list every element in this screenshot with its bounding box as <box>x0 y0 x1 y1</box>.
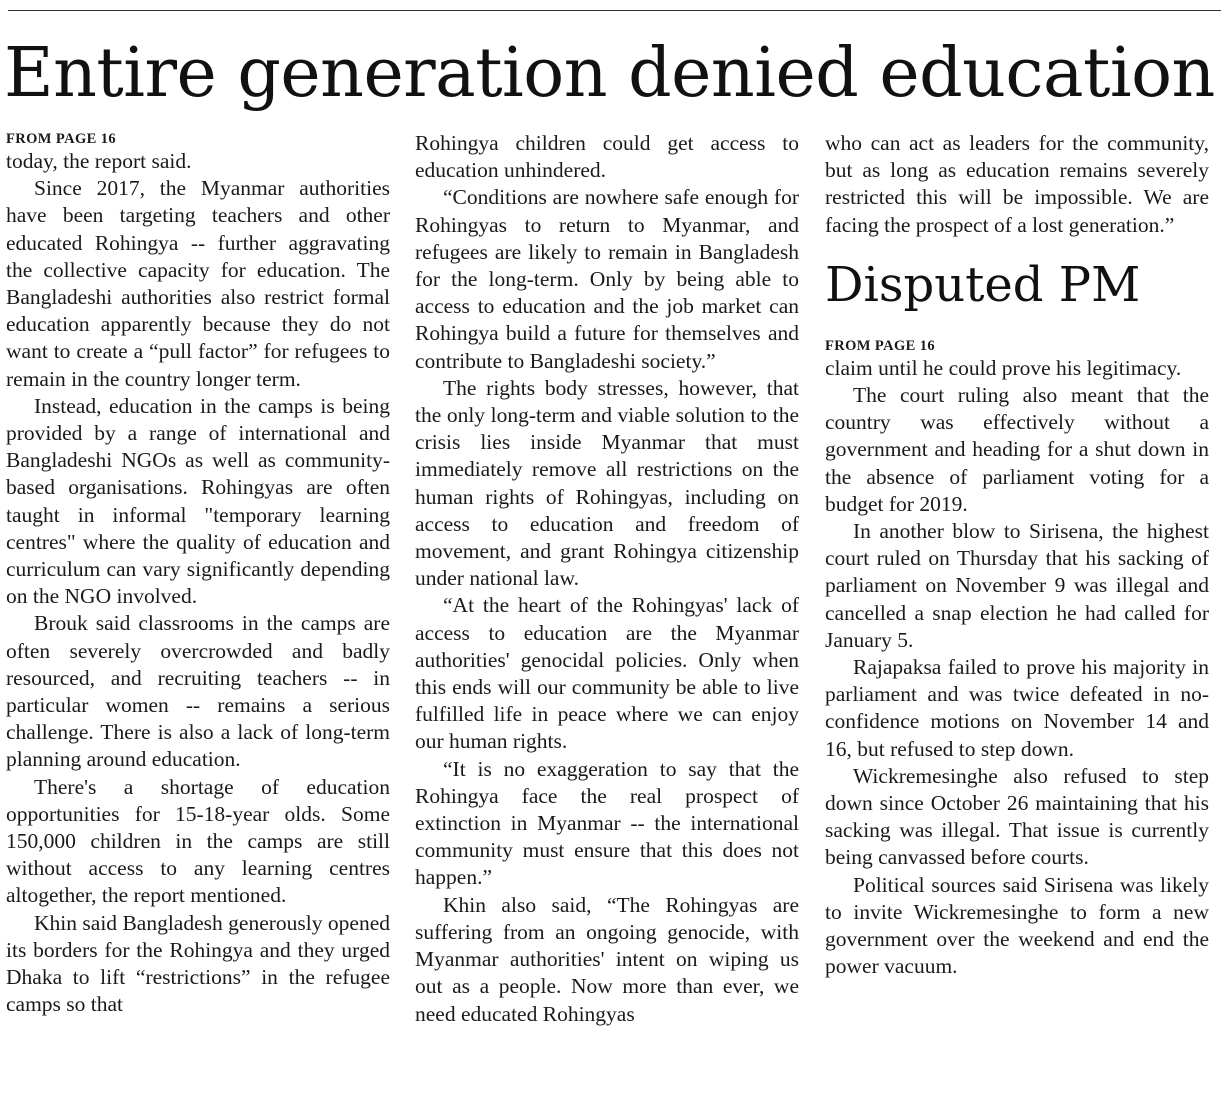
paragraph: Khin said Bangladesh generously opened its borders for the Rohingya and they urged Dhaka to lift “restrictions” in the refugee camps so that <box>6 910 390 1017</box>
paragraph: The rights body stresses, however, that the only long-term and viable solution to the crisis lies inside Myanmar that must immediately remove all restrictions on the human rights of Rohingyas, including on access to education and freedom of movement, and grant Rohingya citizenship under national law. <box>415 375 799 591</box>
paragraph: There's a shortage of education opportunities for 15-18-year olds. Some 150,000 children in the camps are still without access to any learning centres altogether, the report mentioned. <box>6 774 390 908</box>
top-rule <box>8 10 1221 11</box>
paragraph: The court ruling also meant that the country was effectively without a government and heading for a shut down in the absence of parliament voting for a budget for 2019. <box>825 383 1209 516</box>
paragraph: claim until he could prove his legitimacy. <box>825 355 1182 380</box>
paragraph: Since 2017, the Myanmar authorities have been targeting teachers and other educated Rohingya -- further aggravating the collective capacity for education. The Bangladeshi authorities also restrict formal education apparently because they do not want to create a “pull factor” for refugees to remain in the country longer term. <box>6 176 390 391</box>
paragraph: In another blow to Sirisena, the highest court ruled on Thursday that his sacking of parliament on November 9 was illegal and cancelled a snap election he had called for January 5. <box>825 519 1209 652</box>
paragraph: “At the heart of the Rohingyas' lack of access to education are the Myanmar authorities' genocidal policies. Only when this ends will our community be able to live fulfilled life in peace where we can enjoy our human rights. <box>415 593 799 754</box>
paragraph: Wickremesinghe also refused to step down since October 26 maintaining that his sacking was illegal. That issue is currently being canvassed before courts. <box>825 763 1209 870</box>
paragraph: “It is no exaggeration to say that the Rohingya face the real prospect of extinction in Myanmar -- the international community must ensure that this does not happen.” <box>415 756 799 890</box>
paragraph: Khin also said, “The Rohingyas are suffering from an ongoing genocide, with Myanmar authorities' intent on wiping us out as a people. Now more than ever, we need educated Rohingyas <box>415 892 799 1026</box>
paragraph: today, the report said. <box>6 149 192 173</box>
paragraph: Rajapaksa failed to prove his majority in parliament and was twice defeated in no-confidence motions on November 14 and 16, but refused to step down. <box>825 655 1209 761</box>
article1-column-2 <box>415 130 799 1028</box>
article1-column-1 <box>6 130 390 1019</box>
paragraph: Brouk said classrooms in the camps are often severely overcrowded and badly resourced, and recruiting teachers -- in particular women -- remains a serious challenge. There is also a lack of long-term planning around education. <box>6 611 390 772</box>
headline-disputed-pm: Disputed PM <box>825 256 1141 313</box>
article1-column-3 <box>825 130 1209 980</box>
paragraph: Political sources said Sirisena was likely to invite Wickremesinghe to form a new government over the weekend and end the power vacuum. <box>825 872 1209 979</box>
paragraph: “Conditions are nowhere safe enough for Rohingyas to return to Myanmar, and refugees are likely to remain in Bangladesh for the long-term. Only by being able to access to education and the job market can Rohingya build a future for themselves and contribute to Bangladeshi society.” <box>415 185 799 373</box>
paragraph: Instead, education in the camps is being provided by a range of international and Bangladeshi NGOs as well as community-based organisations. Rohingyas are often taught in informal "temporary learning centres" where the quality of education and curriculum can vary significantly depending on the NGO involved. <box>6 393 390 609</box>
dateline: FROM PAGE 16 <box>825 337 936 354</box>
dateline: FROM PAGE 16 <box>6 131 117 147</box>
paragraph: Rohingya children could get access to education unhindered. <box>415 131 799 183</box>
headline-entire-generation: Entire generation denied education <box>4 34 1215 113</box>
paragraph: who can act as leaders for the community, but as long as education remains severely restricted this will be impossible. We are facing the prospect of a lost generation.” <box>825 131 1209 237</box>
